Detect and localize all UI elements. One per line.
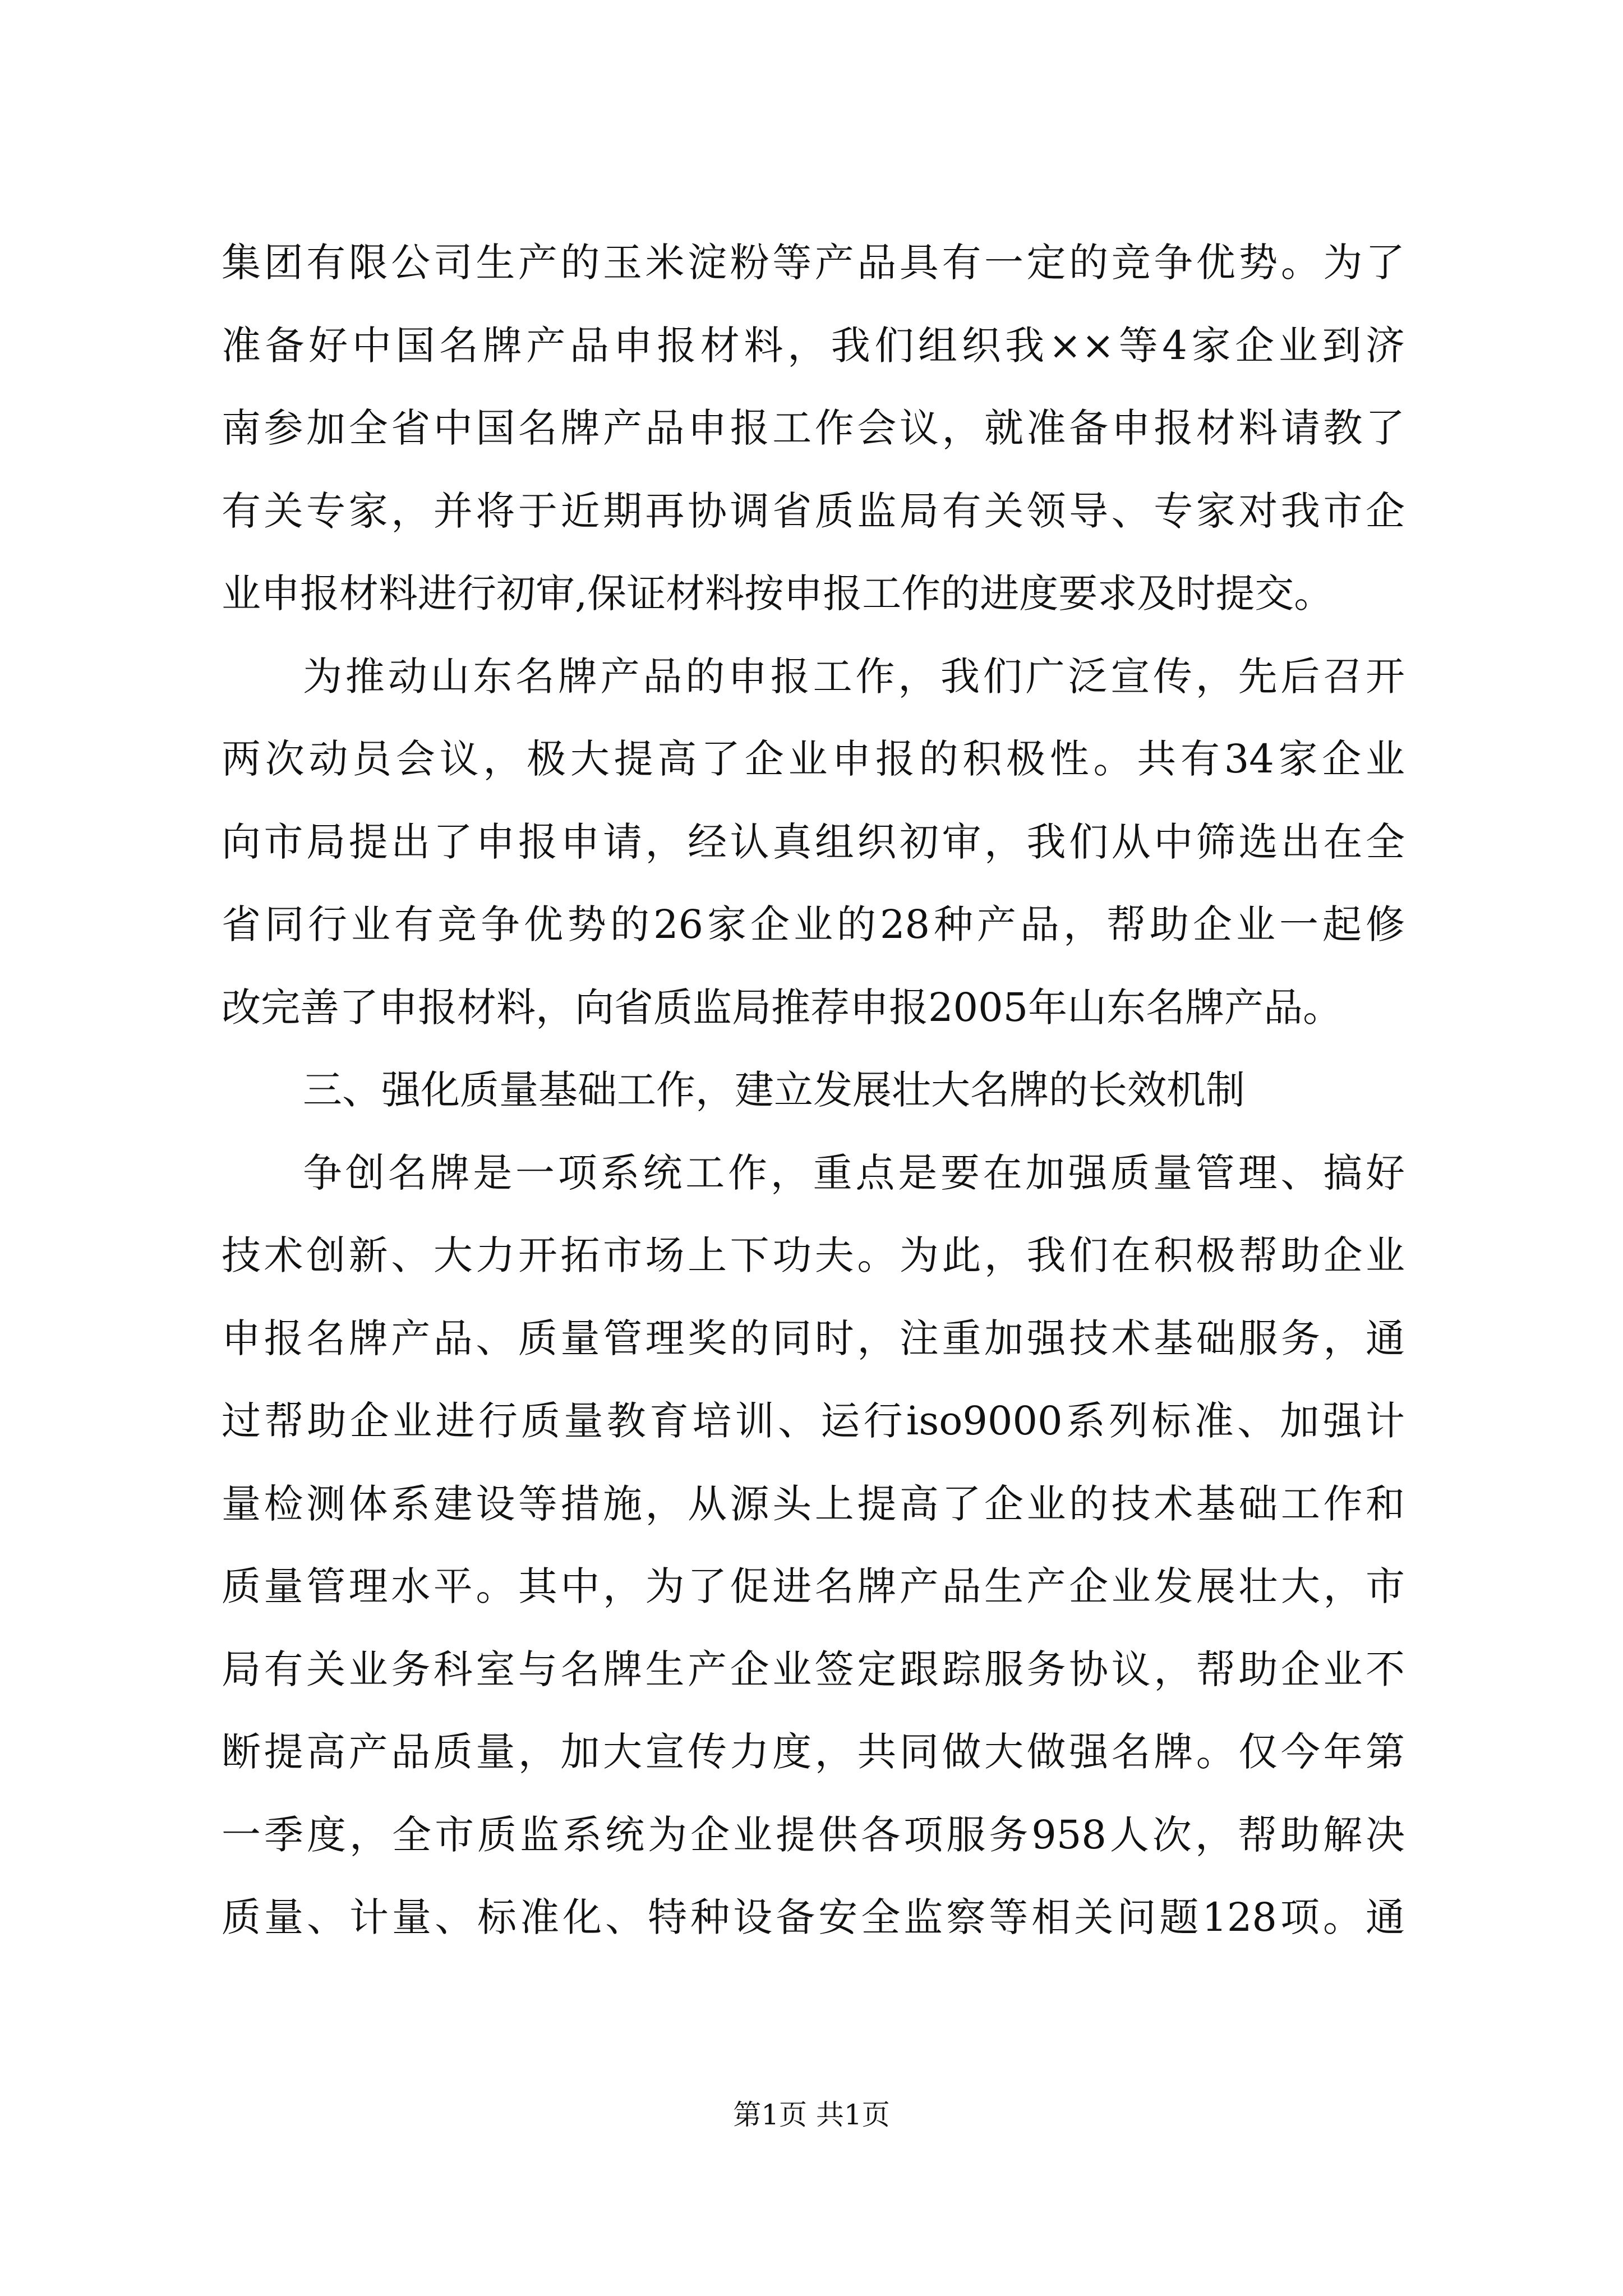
text-line: 两次动员会议，极大提高了企业申报的积极性。共有34家企业	[222, 736, 1405, 782]
page-footer	[0, 2095, 1623, 2134]
text-line: 业申报材料进行初审,保证材料按申报工作的进度要求及时提交。	[222, 570, 1334, 616]
text-line: 局有关业务科室与名牌生产企业签定跟踪服务协议，帮助企业不	[222, 1646, 1405, 1692]
paragraph-first-line: 争创名牌是一项系统工作，重点是要在加强质量管理、搞好	[303, 1149, 1405, 1196]
section-heading: 三、强化质量基础工作，建立发展壮大名牌的长效机制	[303, 1067, 1245, 1113]
text-line: 断提高产品质量，加大宣传力度，共同做大做强名牌。仅今年第	[222, 1729, 1405, 1775]
text-line: 技术创新、大力开拓市场上下功夫。为此，我们在积极帮助企业	[222, 1232, 1405, 1278]
text-line: 向市局提出了申报申请，经认真组织初审，我们从中筛选出在全	[222, 818, 1405, 865]
text-line: 改完善了申报材料，向省质监局推荐申报2005年山东名牌产品。	[222, 984, 1343, 1030]
text-line: 申报名牌产品、质量管理奖的同时，注重加强技术基础服务，通	[222, 1315, 1405, 1361]
text-line: 质量管理水平。其中，为了促进名牌产品生产企业发展壮大，市	[222, 1563, 1405, 1609]
paragraph-first-line: 为推动山东名牌产品的申报工作，我们广泛宣传，先后召开	[303, 653, 1405, 700]
text-line: 有关专家，并将于近期再协调省质监局有关领导、专家对我市企	[222, 487, 1405, 534]
text-line: 质量、计量、标准化、特种设备安全监察等相关问题128项。通	[222, 1894, 1405, 1940]
text-line: 一季度，全市质监系统为企业提供各项服务958人次，帮助解决	[222, 1811, 1405, 1858]
text-line: 量检测体系建设等措施，从源头上提高了企业的技术基础工作和	[222, 1480, 1405, 1527]
text-line: 准备好中国名牌产品申报材料，我们组织我××等4家企业到济	[222, 322, 1405, 369]
text-line: 南参加全省中国名牌产品申报工作会议，就准备申报材料请教了	[222, 405, 1405, 451]
text-line: 省同行业有竞争优势的26家企业的28种产品，帮助企业一起修	[222, 901, 1405, 947]
page-number-label: 第1页 共1页	[733, 2099, 890, 2131]
text-line: 过帮助企业进行质量教育培训、运行iso9000系列标准、加强计	[222, 1398, 1405, 1444]
text-line: 集团有限公司生产的玉米淀粉等产品具有一定的竞争优势。为了	[222, 240, 1405, 286]
document-body	[222, 222, 1405, 1959]
